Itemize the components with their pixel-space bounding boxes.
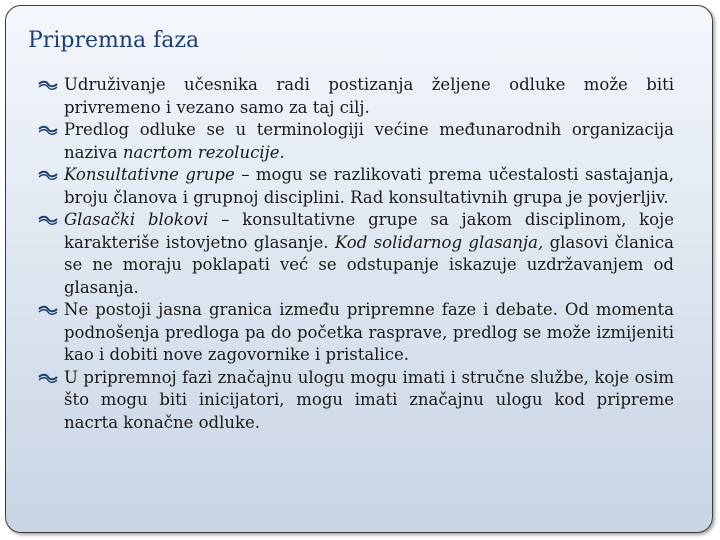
bullet-item bbox=[34, 164, 674, 209]
bullet-text-italic: Konsultativne grupe bbox=[64, 165, 235, 184]
bullet-item bbox=[34, 299, 674, 367]
slide bbox=[5, 5, 713, 533]
bullet-list bbox=[34, 74, 674, 434]
bullet-item bbox=[34, 119, 674, 164]
bullet-text: – mogu se razlikovati prema učestalosti sastajanja, broju članova i grupnoj disciplini. Rad konsultativnih grupa je povjerljiv. bbox=[64, 165, 674, 207]
scroll-bullet-icon bbox=[38, 373, 58, 384]
scroll-bullet-icon bbox=[38, 80, 58, 91]
bullet-item bbox=[34, 367, 674, 435]
bullet-item bbox=[34, 74, 674, 119]
scroll-bullet-icon bbox=[38, 215, 58, 226]
scroll-bullet-icon bbox=[38, 305, 58, 316]
bullet-text-italic: Kod solidarnog glasanja, bbox=[334, 232, 544, 252]
bullet-text: – konsultativne grupe sa jakom disciplinom, koje karakteriše istovjetno glasanje. bbox=[64, 210, 674, 252]
bullet-text: Udruživanje učesnika radi postizanja željene odluke može biti privremeno i vezano samo za taj cilj. bbox=[64, 75, 674, 117]
bullet-text: Predlog odluke se u terminologiji većine međunarodnih organizacija naziva bbox=[64, 120, 674, 162]
scroll-bullet-icon bbox=[38, 125, 58, 136]
scroll-bullet-icon bbox=[38, 170, 58, 181]
bullet-text-italic: Glasački blokovi bbox=[64, 210, 209, 229]
bullet-text: U pripremnoj fazi značajnu ulogu mogu imati i stručne službe, koje osim što mogu biti inicijatori, mogu imati značajnu ulogu kod pripreme nacrta konačne odluke. bbox=[64, 367, 674, 432]
bullet-text: Ne postoji jasna granica između pripremne faze i debate. Od momenta podnošenja predloga pa do početka rasprave, predlog se može izmijeniti kao i dobiti nove zagovornike i pristalice. bbox=[64, 300, 674, 364]
slide-title: Pripremna faza bbox=[28, 28, 200, 53]
bullet-text: glasovi članica se ne moraju poklapati već se odstupanje iskazuje uzdržavanjem od glasanja. bbox=[64, 232, 674, 297]
bullet-text-italic: nacrtom rezolucije. bbox=[122, 142, 285, 162]
bullet-item bbox=[34, 209, 674, 299]
